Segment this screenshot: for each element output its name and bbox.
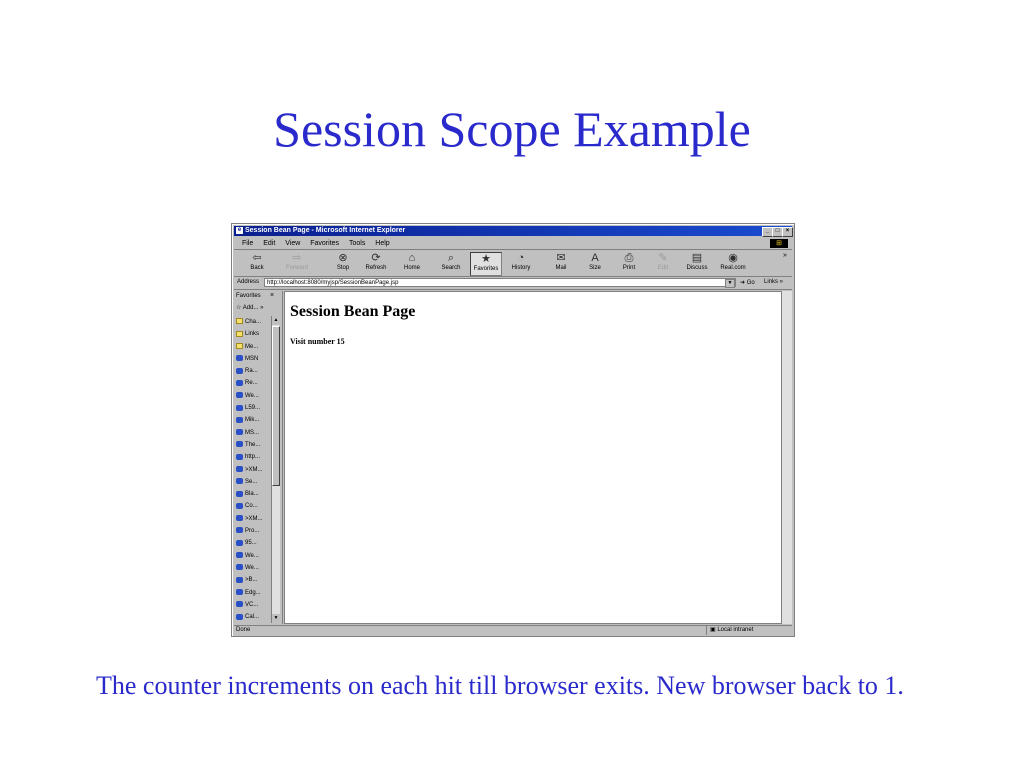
favorites-item-label: MSN bbox=[245, 355, 259, 362]
go-button[interactable]: ➜ Go bbox=[740, 280, 755, 286]
menu-edit[interactable]: Edit bbox=[263, 240, 276, 247]
ie-page-icon bbox=[236, 577, 243, 583]
favorites-item-label: Cha... bbox=[245, 319, 262, 325]
size-button[interactable]: A Size bbox=[580, 252, 610, 274]
favorites-item[interactable] bbox=[236, 353, 270, 365]
favorites-item-label: Re... bbox=[245, 380, 258, 387]
edit-icon: ✎ bbox=[658, 252, 668, 264]
forward-button[interactable]: ⇨ Forward bbox=[282, 252, 312, 274]
favorites-item-label: Pro... bbox=[245, 528, 260, 535]
address-dropdown-icon[interactable]: ▼ bbox=[725, 279, 735, 288]
menu-help[interactable]: Help bbox=[375, 240, 390, 247]
folder-icon bbox=[236, 331, 243, 337]
favorites-item[interactable] bbox=[236, 341, 270, 353]
real-com-button[interactable]: ◉ Real.com bbox=[718, 252, 748, 274]
home-icon: ⌂ bbox=[408, 252, 416, 264]
favorites-item[interactable] bbox=[236, 439, 270, 451]
ie-page-icon bbox=[236, 515, 243, 521]
favorites-item-label: Ra... bbox=[245, 368, 258, 375]
ie-logo-icon: e bbox=[237, 227, 242, 233]
windows-logo-icon: ⊞ bbox=[770, 239, 788, 248]
page-content bbox=[284, 291, 782, 624]
favorites-item[interactable] bbox=[236, 476, 270, 488]
ie-page-icon bbox=[236, 405, 243, 411]
favorites-list bbox=[236, 316, 270, 624]
favorites-button[interactable]: ★ Favorites bbox=[470, 252, 502, 276]
ie-page-icon bbox=[236, 355, 243, 361]
favorites-item[interactable] bbox=[236, 365, 270, 377]
search-icon: ⌕ bbox=[447, 252, 455, 264]
forward-arrow-icon: ⇨ bbox=[292, 252, 302, 264]
discuss-icon: ▤ bbox=[691, 252, 703, 264]
toolbar bbox=[234, 250, 792, 277]
menu-favorites[interactable]: Favorites bbox=[310, 240, 340, 247]
home-button[interactable]: ⌂ Home bbox=[397, 252, 427, 274]
favorites-item[interactable] bbox=[236, 390, 270, 402]
favorites-item[interactable] bbox=[236, 611, 270, 623]
mail-button[interactable]: ✉ Mail bbox=[546, 252, 576, 274]
folder-icon bbox=[236, 318, 243, 324]
favorites-item[interactable] bbox=[236, 623, 270, 624]
favorites-item-label: 95... bbox=[245, 540, 257, 547]
favorites-item-label: Cal... bbox=[245, 614, 260, 621]
favorites-item-label: Links bbox=[245, 331, 260, 338]
page-heading: Session Bean Page bbox=[290, 303, 416, 320]
favorites-item[interactable] bbox=[236, 513, 270, 525]
go-arrow-icon: ➜ bbox=[740, 280, 746, 286]
favorites-item-label: MS... bbox=[245, 429, 260, 436]
toolbar-overflow-icon[interactable]: » bbox=[783, 252, 787, 259]
favorites-item[interactable] bbox=[236, 550, 270, 562]
favorites-item-label: Se... bbox=[245, 478, 258, 485]
favorites-close-icon[interactable]: × bbox=[270, 292, 275, 299]
menu-bar bbox=[234, 238, 792, 250]
status-bar bbox=[234, 625, 792, 635]
mail-icon: ✉ bbox=[556, 252, 566, 264]
browser-window bbox=[231, 223, 795, 637]
favorites-item[interactable] bbox=[236, 574, 270, 586]
content-scrollbar[interactable] bbox=[781, 291, 792, 624]
ie-page-icon bbox=[236, 552, 243, 558]
scroll-thumb[interactable] bbox=[272, 326, 280, 486]
refresh-icon: ⟳ bbox=[371, 252, 381, 264]
favorites-item-label: http... bbox=[245, 454, 261, 461]
favorites-item[interactable] bbox=[236, 587, 270, 599]
print-icon: ⎙ bbox=[624, 252, 634, 264]
favorites-scrollbar[interactable] bbox=[271, 316, 280, 623]
favorites-item-label: We... bbox=[245, 564, 259, 571]
address-label: Address bbox=[237, 279, 260, 285]
menu-view[interactable]: View bbox=[285, 240, 301, 247]
minimize-button[interactable]: _ bbox=[762, 227, 773, 237]
favorites-pane bbox=[234, 291, 283, 624]
edit-button[interactable]: ✎ Edit bbox=[648, 252, 678, 274]
history-icon: ◔ bbox=[517, 252, 525, 264]
print-button[interactable]: ⎙ Print bbox=[614, 252, 644, 274]
favorites-item[interactable] bbox=[236, 500, 270, 512]
favorites-item[interactable] bbox=[236, 328, 270, 340]
scroll-up-icon[interactable]: ▲ bbox=[273, 317, 279, 323]
favorites-item[interactable] bbox=[236, 537, 270, 549]
favorites-item[interactable] bbox=[236, 316, 270, 328]
favorites-item[interactable] bbox=[236, 599, 270, 611]
folder-icon bbox=[236, 343, 243, 349]
ie-page-icon bbox=[236, 380, 243, 386]
refresh-button[interactable]: ⟳ Refresh bbox=[361, 252, 391, 274]
ie-page-icon bbox=[236, 491, 243, 497]
ie-page-icon bbox=[236, 614, 243, 620]
real-icon: ◉ bbox=[728, 252, 738, 264]
history-button[interactable]: ◔ History bbox=[506, 252, 536, 274]
slide-caption: The counter increments on each hit till browser exits. New browser back to 1. bbox=[96, 671, 904, 700]
favorites-item-label: Edg... bbox=[245, 589, 261, 596]
status-text: Done bbox=[236, 627, 251, 633]
menu-file[interactable]: File bbox=[242, 240, 254, 247]
favorites-item[interactable] bbox=[236, 525, 270, 537]
back-button[interactable]: ⇦ Back bbox=[242, 252, 272, 274]
window-titlebar[interactable] bbox=[234, 226, 792, 236]
favorites-item[interactable] bbox=[236, 451, 270, 463]
ie-page-icon bbox=[236, 601, 243, 607]
search-button[interactable]: ⌕ Search bbox=[436, 252, 466, 274]
favorites-item-label: The... bbox=[245, 441, 261, 448]
back-arrow-icon: ⇦ bbox=[252, 252, 262, 264]
intranet-icon: ▣ bbox=[710, 627, 716, 633]
favorites-item-label: Bla... bbox=[245, 491, 259, 498]
menu-tools[interactable]: Tools bbox=[349, 240, 366, 247]
ie-page-icon bbox=[236, 478, 243, 484]
links-button[interactable]: Links » bbox=[764, 279, 784, 285]
ie-page-icon bbox=[236, 466, 243, 472]
favorites-item[interactable] bbox=[236, 377, 270, 389]
ie-page-icon bbox=[236, 392, 243, 398]
favorites-item-label: Co... bbox=[245, 503, 258, 510]
ie-page-icon bbox=[236, 429, 243, 435]
ie-page-icon bbox=[236, 368, 243, 374]
favorites-item-label: >XM... bbox=[245, 466, 263, 473]
favorites-item-label: >B... bbox=[245, 577, 258, 584]
close-button[interactable]: × bbox=[782, 227, 793, 237]
maximize-button[interactable]: □ bbox=[772, 227, 783, 237]
stop-icon: ⊗ bbox=[338, 252, 348, 264]
favorites-item-label: >XM... bbox=[245, 515, 263, 522]
size-icon: A bbox=[591, 252, 599, 264]
ie-page-icon bbox=[236, 527, 243, 533]
stop-button[interactable]: ⊗ Stop bbox=[328, 252, 358, 274]
favorites-pane-title: Favorites bbox=[236, 293, 261, 299]
favorites-item[interactable] bbox=[236, 464, 270, 476]
favorites-item[interactable] bbox=[236, 562, 270, 574]
favorites-icon: ★ bbox=[481, 253, 491, 265]
favorites-item-label: Me... bbox=[245, 343, 259, 350]
ie-page-icon bbox=[236, 417, 243, 423]
favorites-item-label: We... bbox=[245, 392, 259, 399]
favorites-item[interactable] bbox=[236, 414, 270, 426]
security-zone: ▣ Local intranet bbox=[706, 626, 794, 635]
ie-page-icon bbox=[236, 441, 243, 447]
ie-page-icon bbox=[236, 454, 243, 460]
visit-counter-text: Visit number 15 bbox=[290, 337, 345, 346]
favorites-item-label: L59... bbox=[245, 405, 261, 412]
discuss-button[interactable]: ▤ Discuss bbox=[682, 252, 712, 274]
add-favorite-icon: ☆ bbox=[236, 305, 242, 311]
slide-title: Session Scope Example bbox=[273, 101, 751, 157]
favorites-item-label: Mik... bbox=[245, 417, 260, 424]
ie-page-icon bbox=[236, 589, 243, 595]
address-bar bbox=[234, 277, 792, 290]
favorites-item[interactable] bbox=[236, 427, 270, 439]
favorites-item-label: VC... bbox=[245, 601, 259, 608]
window-title: Session Bean Page - Microsoft Internet Explorer bbox=[245, 227, 406, 234]
ie-page-icon bbox=[236, 564, 243, 570]
ie-page-icon bbox=[236, 540, 243, 546]
favorites-item[interactable] bbox=[236, 488, 270, 500]
address-input[interactable]: http://localhost:8080/myjsp/SessionBeanPage.jsp bbox=[264, 278, 736, 287]
favorites-add-button[interactable]: ☆ Add... » bbox=[236, 305, 264, 311]
favorites-item[interactable] bbox=[236, 402, 270, 414]
favorites-item-label: We... bbox=[245, 552, 259, 559]
ie-page-icon bbox=[236, 503, 243, 509]
scroll-down-icon[interactable]: ▼ bbox=[273, 615, 279, 621]
